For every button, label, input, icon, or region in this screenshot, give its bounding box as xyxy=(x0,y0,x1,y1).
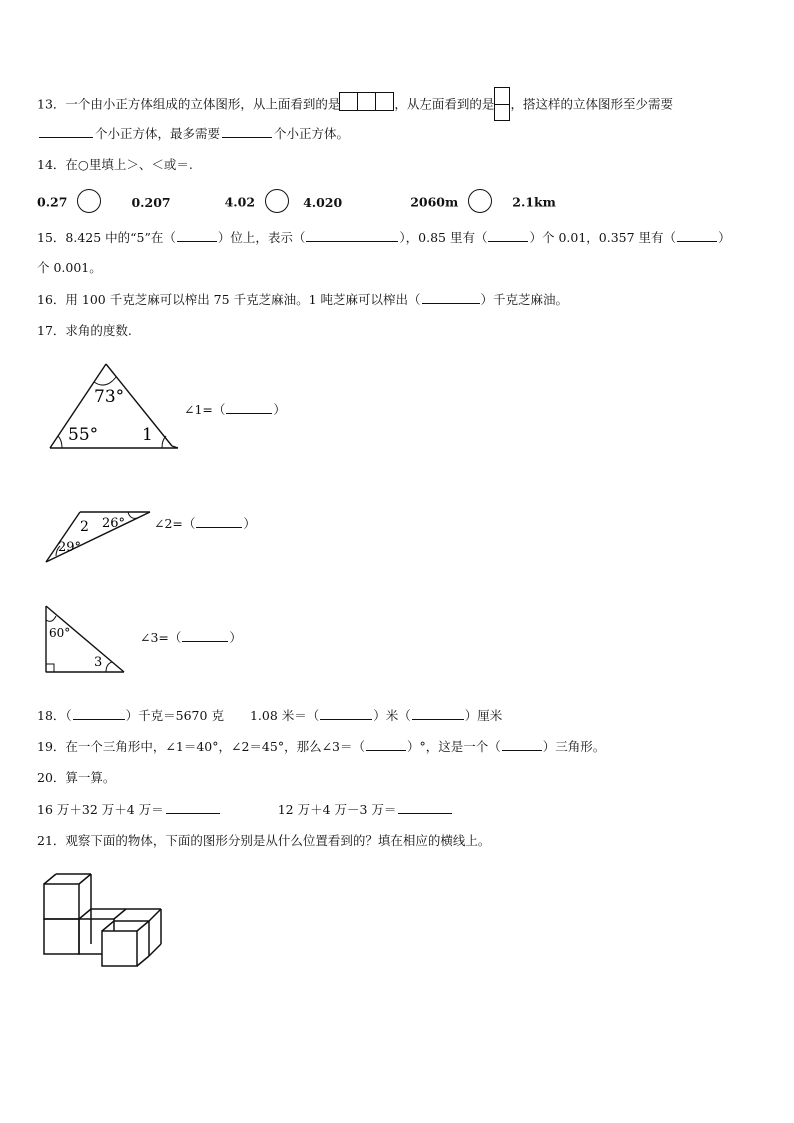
question-15-line1 xyxy=(37,228,731,247)
fig3-angle-label: 3 xyxy=(94,655,103,670)
answer-blank-expr2[interactable] xyxy=(398,800,452,814)
fig2-left-angle: 29° xyxy=(58,540,82,555)
compare-right-3: 2.1km xyxy=(512,194,556,210)
answer-blank-means[interactable] xyxy=(306,228,398,242)
angle1-label: ∠1=（ xyxy=(184,402,226,417)
q18-text-c: 1.08 米＝（ xyxy=(249,708,320,723)
answer-blank-expr1[interactable] xyxy=(166,800,220,814)
fig1-left-angle: 55° xyxy=(68,425,99,445)
angle3-close: ） xyxy=(229,630,242,645)
triangle-figure-1 xyxy=(44,356,184,456)
question-14-compare-row xyxy=(37,191,556,215)
answer-blank-place[interactable] xyxy=(177,228,217,242)
q20-expr2: 12 万＋4 万－3 万＝ xyxy=(277,802,397,817)
question-20-expressions xyxy=(37,800,454,819)
fig1-angle-label: 1 xyxy=(142,425,153,445)
q18-text-b: ）千克＝5670 克 xyxy=(125,708,224,723)
fig3-top-angle: 60° xyxy=(49,626,71,640)
compare-left-2: 4.02 xyxy=(224,194,256,210)
answer-blank-angle2[interactable] xyxy=(196,514,242,528)
question-17-stem xyxy=(37,322,132,340)
q18-text-e: ）厘米 xyxy=(464,708,503,723)
q13-text-d: 个小正方体，最多需要 xyxy=(95,126,221,141)
angle3-label: ∠3=（ xyxy=(140,630,182,645)
q16-text-a: 16．用 100 千克芝麻可以榨出 75 千克芝麻油。1 吨芝麻可以榨出（ xyxy=(37,292,421,307)
left-view-figure xyxy=(494,87,510,121)
question-20-stem xyxy=(37,769,115,787)
triangle-figure-2 xyxy=(42,506,154,566)
answer-blank-cm[interactable] xyxy=(412,706,464,720)
q17-stem-text: 17．求角的度数. xyxy=(37,323,132,338)
question-21-stem xyxy=(37,832,490,850)
compare-left-1: 0.27 xyxy=(37,194,68,210)
answer-blank-oil[interactable] xyxy=(422,290,480,304)
compare-circle-3[interactable] xyxy=(468,189,492,213)
q18-text-d: ）米（ xyxy=(373,708,411,723)
question-18 xyxy=(37,706,502,725)
cube-stack-figure xyxy=(40,868,164,972)
answer-blank-meters[interactable] xyxy=(320,706,372,720)
angle2-label: ∠2=（ xyxy=(154,516,196,531)
question-16 xyxy=(37,290,568,309)
q13-text-e: 个小正方体。 xyxy=(274,126,350,141)
q15-text-e: ） xyxy=(718,230,731,245)
question-13-line2 xyxy=(37,124,349,143)
q15-text-c: ），0.85 里有（ xyxy=(399,230,488,245)
angle3-answer xyxy=(140,628,242,646)
angle2-close: ） xyxy=(243,516,256,531)
q14-stem-text: 14．在○里填上＞、＜或＝. xyxy=(37,157,193,172)
fig2-top-angle: 26° xyxy=(102,516,126,531)
q20-stem-text: 20．算一算。 xyxy=(37,770,116,785)
q19-text-c: ）三角形。 xyxy=(542,739,606,754)
q21-stem-text: 21．观察下面的物体，下面的图形分别是从什么位置看到的？填在相应的横线上。 xyxy=(37,833,491,848)
answer-blank-triangle-type[interactable] xyxy=(502,737,542,751)
q13-text-b: ，从左面看到的是 xyxy=(394,96,495,112)
compare-circle-1[interactable] xyxy=(77,189,101,213)
top-view-figure xyxy=(340,92,394,116)
q13-text-a: 13．一个由小正方体组成的立体图形，从上面看到的是 xyxy=(37,96,341,112)
answer-blank-kg[interactable] xyxy=(73,706,125,720)
answer-blank-hundredths[interactable] xyxy=(488,228,528,242)
q19-text-b: ）°，这是一个（ xyxy=(407,739,501,754)
triangle-figure-3 xyxy=(40,602,130,678)
answer-blank-angle3[interactable] xyxy=(182,628,228,642)
answer-blank-max-cubes[interactable] xyxy=(222,124,272,138)
question-19 xyxy=(37,737,605,756)
q15-text-a: 15．8.425 中的“5”在（ xyxy=(37,230,176,245)
fig2-angle-label: 2 xyxy=(80,519,89,535)
q16-text-b: ）千克芝麻油。 xyxy=(480,292,569,307)
angle1-answer xyxy=(184,400,286,418)
q15-text-f: 个 0.001。 xyxy=(37,260,102,275)
q20-expr1: 16 万＋32 万＋4 万＝ xyxy=(37,802,164,817)
answer-blank-angle-deg[interactable] xyxy=(366,737,406,751)
compare-right-2: 4.020 xyxy=(303,194,343,210)
q13-text-c: ，搭这样的立体图形至少需要 xyxy=(510,96,673,112)
question-15-line2 xyxy=(37,259,102,277)
q19-text-a: 19．在一个三角形中，∠1＝40°，∠2＝45°，那么∠3＝（ xyxy=(37,739,365,754)
fig1-top-angle: 73° xyxy=(94,387,125,407)
angle2-answer xyxy=(154,514,256,532)
answer-blank-thousandths[interactable] xyxy=(677,228,717,242)
q15-text-b: ）位上，表示（ xyxy=(217,230,306,245)
answer-blank-angle1[interactable] xyxy=(226,400,272,414)
answer-blank-min-cubes[interactable] xyxy=(39,124,93,138)
q15-text-d: ）个 0.01，0.357 里有（ xyxy=(529,230,677,245)
compare-right-1: 0.207 xyxy=(131,194,171,210)
q18-text-a: 18．（ xyxy=(37,708,72,723)
compare-left-3: 2060m xyxy=(410,194,459,210)
question-13-line1 xyxy=(37,88,673,122)
question-14-stem xyxy=(37,156,193,174)
angle1-close: ） xyxy=(273,402,286,417)
compare-circle-2[interactable] xyxy=(265,189,289,213)
